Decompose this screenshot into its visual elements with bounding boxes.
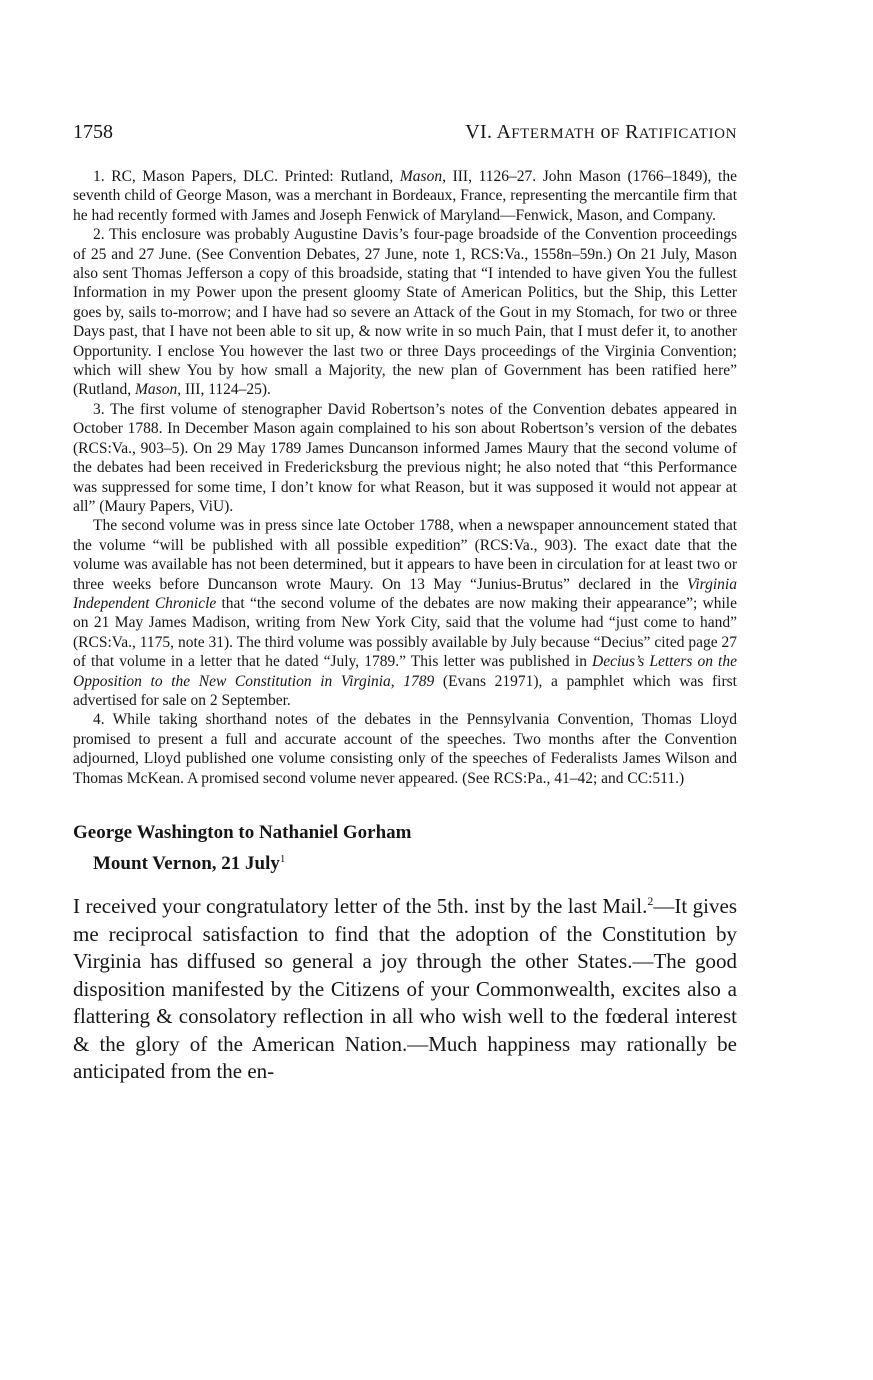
note: 4. While taking shorthand notes of the debates in the Pennsylvania Convention, Thomas Lloyd promised to present a full and accurate account of the speeches. Two months after the Convention adjourned, Lloyd published one volume consisting only of the speeches of Federalists James Wilson and Thomas McKean. A promised second volume never appeared. (See RCS:Pa., 41–42; and CC:511.)	[73, 711, 737, 787]
section-title: AFTERMATH oF RATIFICATION	[496, 121, 737, 143]
footnote-ref: 1	[279, 853, 286, 865]
footnote-ref: 2	[647, 894, 654, 908]
note: 2. This enclosure was probably Augustine Davis’s four-page broadside of the Convention proceedings of 25 and 27 June. (See Convention Debates, 27 June, note 1, RCS:Va., 1558n–59n.) On 21 July, Mason also sent Thomas Jefferson a copy of this broadside, stating that “I intended to have given You the fullest Information in my Power upon the present gloomy State of American Politics, but the Ship, this Letter goes by, sails to-morrow; and I have had so severe an Attack of the Gout in my Stomach, for two or three Days past, that I have not been able to sit up, & now write in so much Pain, that I must defer it, to another Opportunity. I enclose You however the last two or three Days proceedings of the Virginia Convention; which will shew You by how small a Majority, the new plan of Government has been ratified here” (Rutland, Mason, III, 1124–25).	[73, 226, 737, 399]
letter-body: I received your congratulatory letter of the 5th. inst by the last Mail.$^2$—It gives me reciprocal satisfaction to find that the adoption of the Constitution by Virginia has diffused so general a joy through the other States.—The good disposition manifested by the Citizens of your Commonwealth, excites also a flattering & consolatory reflection in all who wish well to the fœderal interest & the glory of the American Nation.—Much happiness may rationally be anticipated from the en-	[73, 894, 738, 1083]
note: 3. The first volume of stenographer David Robertson’s notes of the Convention debates appeared in October 1788. In December Mason again complained to his son about Robertson’s version of the debates (RCS:Va., 903–5). On 29 May 1789 James Duncanson informed James Maury that the second volume of the debates had been received in Fredericksburg the previous night; he also noted that “this Performance was suppressed for some time, I don’t know for what Reason, but it was supposed it would not appear at all” (Maury Papers, ViU).	[73, 400, 737, 515]
note: The second volume was in press since late October 1788, when a newspaper announcement stated that the volume “will be published with all possible expedition” (RCS:Va., 903). The exact date that the volume was available has not been determined, but it appears to have been in circulation for at least two or three weeks before Duncanson wrote Maury. On 13 May “Junius-Brutus” declared in the Virginia Independent Chronicle that “the second volume of the debates are now making their appearance”; while on 21 May James Madison, writing from New York City, said that the volume had “just come to hand” (RCS:Va., 1175, note 31). The third volume was possibly available by July because “Decius” cited page 27 of that volume in a letter that he dated “July, 1789.” This letter was published in Decius’s Letters on the Opposition to the New Constitution in Virginia, 1789 (Evans 21971), a pamphlet which was first advertised for sale on 2 September.	[73, 517, 737, 709]
letter-title: George Washington to Nathaniel Gorham	[73, 822, 412, 843]
document-page	[73, 118, 737, 1086]
page-number: 1758	[73, 121, 113, 143]
endnotes	[73, 167, 737, 788]
running-head	[73, 118, 737, 148]
note: 1. RC, Mason Papers, DLC. Printed: Rutland, Mason, III, 1126–27. John Mason (1766–1849), the seventh child of George Mason, was a merchant in Bordeaux, France, representing the mercantile firm that he had recently formed with James and Joseph Fenwick of Maryland—Fenwick, Mason, and Company.	[73, 168, 737, 224]
section-numeral: VI.	[465, 121, 493, 143]
section-heading	[465, 118, 737, 148]
letter-place-date: Mount Vernon, 21 July$^1$	[93, 853, 286, 874]
letter-heading	[73, 820, 737, 877]
